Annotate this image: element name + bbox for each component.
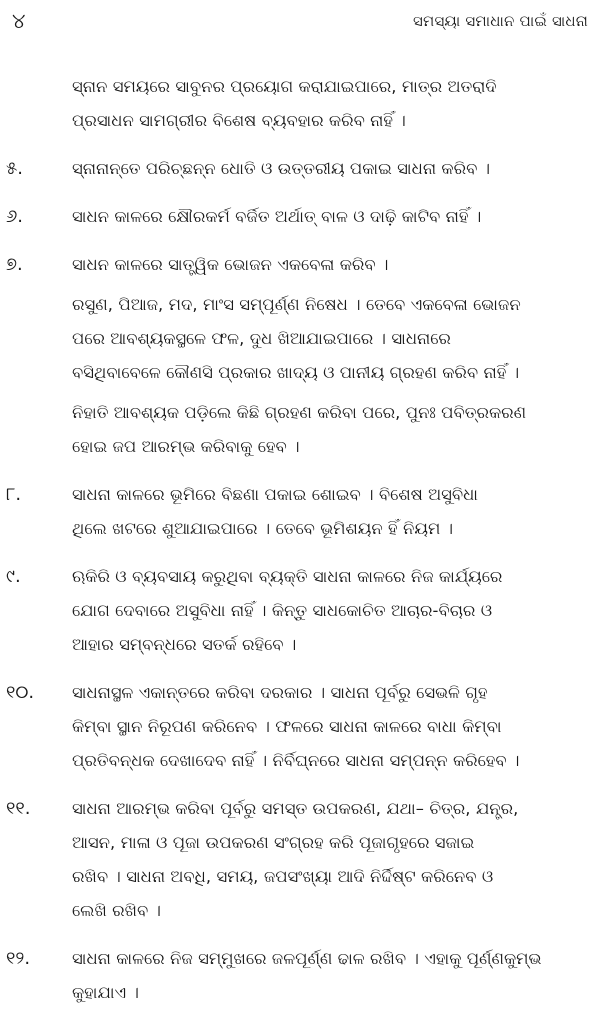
intro-paragraph: [0, 70, 600, 138]
text-line: ସାଧନାସ୍ଥଳ ଏକାନ୍ତରେ କରିବା ଦରକାର । ସାଧନା ପୂର୍ବରୁ ସେଭଳି ଗୃହ: [72, 683, 488, 702]
text-line: ପରେ ଆବଶ୍ୟକସ୍ଥଳେ ଫଳ, ଦୁଧ ଖିଆଯାଇପାରେ । ସାଧନାରେ: [72, 329, 451, 348]
text-line: ନିହାତି ଆବଶ୍ୟକ ପଡ଼ିଲେ କିଛି ଗ୍ରହଣ କରିବା ପରେ, ପୁନଃ ପବିତ୍ରକରଣ: [72, 403, 527, 422]
text-line: ହୋଇ ଜପ ଆରମ୍ଭ କରିବାକୁ ହେବ ।: [72, 437, 300, 456]
item-number: ୮.: [6, 484, 22, 505]
list-item-5: [0, 152, 600, 186]
sub-paragraph-1: [72, 288, 590, 390]
page-content: [0, 70, 600, 1024]
text-line: ସ୍ନାନାନ୍ତେ ପରିଚ୍ଛନ୍ନ ଧୋତି ଓ ଉତ୍ତରୀୟ ପକାଇ ସାଧନା କରିବ ।: [72, 159, 491, 178]
text-line: ପ୍ରସାଧନ ସାମଗ୍ରୀର ବିଶେଷ ବ୍ୟବହାର କରିବ ନାହିଁ ।: [72, 111, 406, 130]
text-line: ପ୍ରତିବନ୍ଧକ ଦେଖାଦେବ ନାହିଁ । ନିର୍ବିଘ୍ନରେ ସାଧନା ସମ୍ପନ୍ନ କରିହେବ ।: [72, 751, 520, 770]
text-line: ସାଧନା କାଳରେ ନିଜ ସମ୍ମୁଖରେ ଜଳପୂର୍ଣ୍ଣ ଢାଳ ରଖିବ । ଏହାକୁ ପୂର୍ଣ୍ଣକୁମ୍ଭ: [72, 949, 542, 968]
sub-paragraph-2: [72, 396, 590, 464]
item-number: ୧୧.: [6, 798, 31, 819]
item-number: ୫.: [6, 158, 23, 179]
list-item-9: [0, 560, 600, 662]
text-line: ସାଧନା କାଳରେ ଭୂମିରେ ବିଛଣା ପକାଇ ଶୋଇବ । ବିଶେଷ ଅସୁବିଧା: [72, 485, 478, 504]
page-number: ୪: [12, 9, 26, 33]
item-number: ୭.: [6, 254, 23, 275]
text-line: ସ୍ନାନ ସମୟରେ ସାବୁନର ପ୍ରୟୋଗ କରାଯାଇପାରେ, ମାତ୍ର ଅତରାଦି: [72, 77, 497, 96]
text-line: ରସୁଣ, ପିଆଜ, ମଦ, ମାଂସ ସମ୍ପୂର୍ଣ୍ଣ ନିଷେଧ । ତେବେ ଏକବେଳା ଭୋଜନ: [72, 295, 521, 314]
list-item-12: [0, 942, 600, 1010]
item-number: ୧୨.: [6, 948, 31, 969]
text-line: ସାଧନ କାଳରେ ସାତ୍ତ୍ୱିକ ଭୋଜନ ଏକବେଳା କରିବ ।: [72, 255, 389, 274]
text-line: କିମ୍ବା ସ୍ଥାନ ନିରୂପଣ କରିନେବ । ଫଳରେ ସାଧନା କାଳରେ ବାଧା କିମ୍ବା: [72, 717, 502, 736]
text-line: ଆସନ, ମାଳା ଓ ପୂଜା ଉପକରଣ ସଂଗ୍ରହ କରି ପୂଜାଗୃହରେ ସଜାଇ: [72, 833, 475, 852]
list-item-11: [0, 792, 600, 928]
text-line: ଆହାର ସମ୍ବନ୍ଧରେ ସତର୍କ ରହିବେ ।: [72, 635, 297, 654]
item-number: ୯.: [6, 566, 21, 587]
text-line: ଋକିରି ଓ ବ୍ୟବସାୟ କରୁଥିବା ବ୍ୟକ୍ତି ସାଧନା କାଳରେ ନିଜ କାର୍ଯ୍ୟରେ: [72, 567, 503, 586]
text-line: ଥିଲେ ଖଟରେ ଶୁଆଯାଇପାରେ । ତେବେ ଭୂମିଶୟନ ହିଁ ନିୟମ ।: [72, 519, 454, 538]
text-line: କୁହାଯାଏ ।: [72, 983, 139, 1002]
text-line: ବସିଥିବାବେଳେ କୌଣସି ପ୍ରକାର ଖାଦ୍ୟ ଓ ପାନୀୟ ଗ୍ରହଣ କରିବ ନାହିଁ ।: [72, 363, 520, 382]
text-line: ଲେଖି ରଖିବ ।: [72, 901, 162, 920]
item-number: ୬.: [6, 206, 24, 227]
text-line: ସାଧନା ଆରମ୍ଭ କରିବା ପୂର୍ବରୁ ସମସ୍ତ ଉପକରଣ, ଯଥା– ଚିତ୍ର, ଯନ୍ତ୍ର,: [72, 799, 519, 818]
text-line: ଯୋଗ ଦେବାରେ ଅସୁବିଧା ନାହିଁ । କିନ୍ତୁ ସାଧକୋଚିତ ଆଚାର-ବିଚାର ଓ: [72, 601, 493, 620]
text-line: ରଖିବ । ସାଧନା ଅବଧି, ସମୟ, ଜପସଂଖ୍ୟା ଆଦି ନିର୍ଦ୍ଦିଷ୍ଟ କରିନେବ ଓ: [72, 867, 494, 886]
page-header: [0, 6, 600, 36]
running-head: ସମସ୍ୟା ସମାଧାନ ପାଇଁ ସାଧନା: [413, 12, 588, 30]
list-item-8: [0, 478, 600, 546]
item-number: ୧୦.: [6, 682, 35, 703]
list-item-10: [0, 676, 600, 778]
list-item-6: [0, 200, 600, 234]
text-line: ସାଧନ କାଳରେ କ୍ଷୌରକର୍ମ ବର୍ଜିତ ଅର୍ଥାତ୍ ବାଳ ଓ ଦାଢ଼ି କାଟିବ ନାହିଁ ।: [72, 207, 482, 226]
list-item-7: [0, 248, 600, 464]
